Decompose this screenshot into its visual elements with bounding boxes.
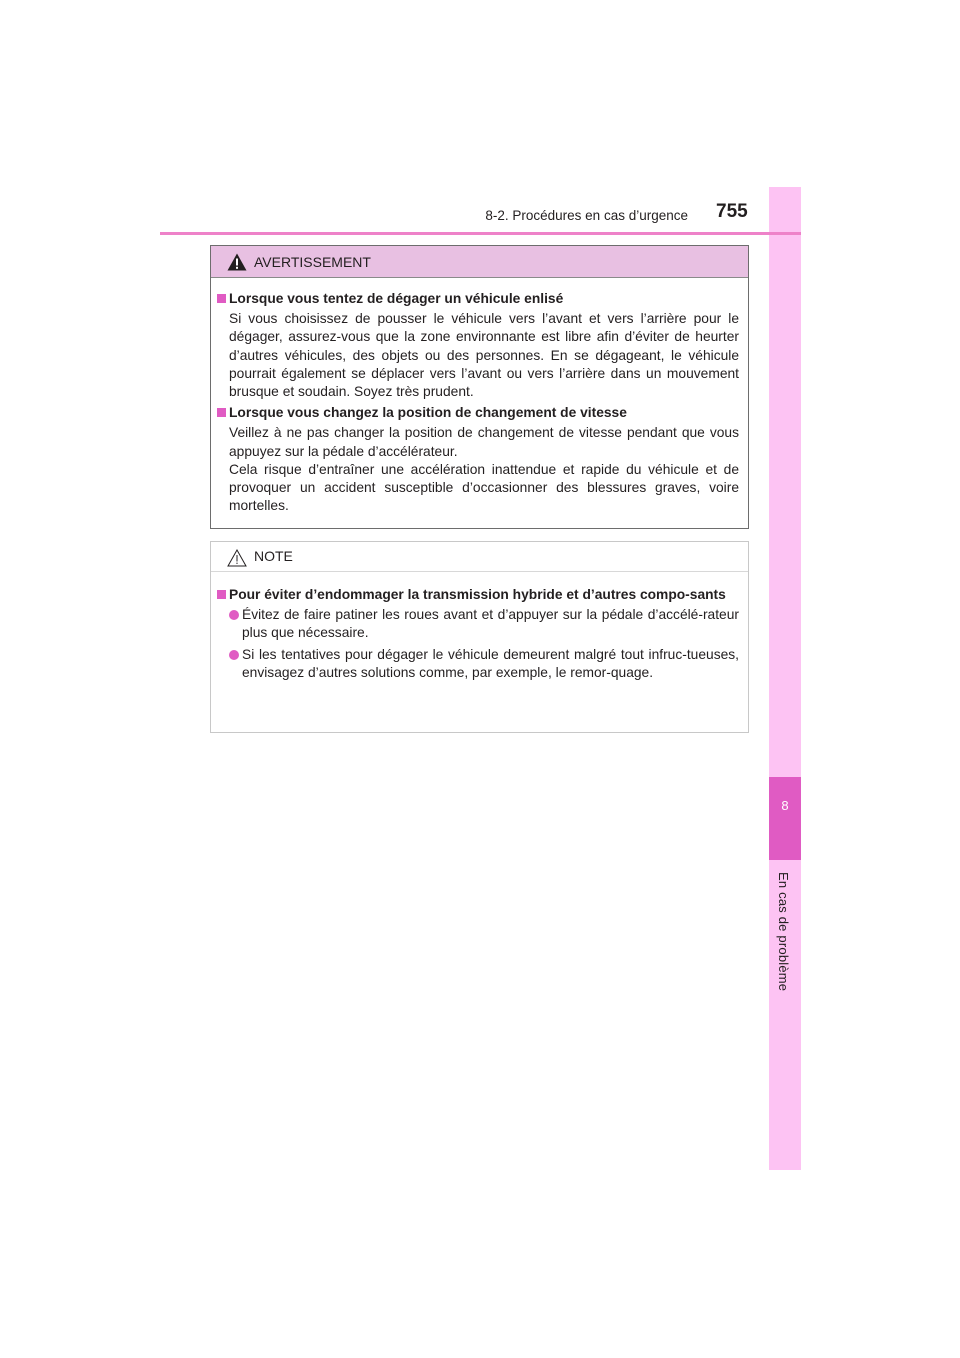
chapter-side-tab (769, 187, 801, 1170)
circle-bullet-icon (229, 650, 239, 660)
warning-paragraph: Veillez à ne pas changer la position de changement de vitesse pendant que vous appuyez sur la pédale d’accélérateur. (229, 425, 739, 459)
note-box (210, 541, 749, 733)
chapter-number-block (769, 777, 801, 860)
header-divider (160, 232, 801, 235)
note-heading: Pour éviter d’endommager la transmission hybride et d’autres compo-sants (218, 586, 739, 604)
square-bullet-icon (217, 590, 226, 599)
circle-bullet-icon (229, 610, 239, 620)
warning-triangle-icon (227, 253, 247, 271)
square-bullet-icon (217, 294, 226, 303)
caution-outline-triangle-icon (227, 549, 247, 567)
warning-item-heading: Lorsque vous tentez de dégager un véhicule enlisé (218, 290, 739, 308)
chapter-number: 8 (781, 798, 789, 813)
warning-title: AVERTISSEMENT (254, 254, 371, 270)
warning-paragraph: Cela risque d’entraîner une accélération inattendue et rapide du véhicule et de provoquer un accident susceptible d’occasionner des blessures graves, voire mortelles. (229, 461, 739, 514)
warning-header (211, 246, 748, 278)
note-bullet-item: Si les tentatives pour dégager le véhicule demeurent malgré tout infruc-tueuses, envisagez d’autres solutions comme, par exemple, le remor-quage. (218, 646, 739, 682)
warning-paragraph: Si vous choisissez de pousser le véhicule vers l’avant et vers l’arrière pour le dégager, assurez-vous que la zone environnante est libre afin d’éviter de heurter d’autres véhicules, des objets ou des personnes. En se dégageant, le véhicule pourrait également se déplacer vers l’avant ou vers l’arrière dans un mouvement brusque et soudain. Soyez très prudent. (229, 311, 739, 400)
page-number: 755 (716, 201, 748, 222)
warning-box (210, 245, 749, 529)
square-bullet-icon (217, 408, 226, 417)
note-bullet-item: Évitez de faire patiner les roues avant et d’appuyer sur la pédale d’accélé-rateur plus que nécessaire. (218, 606, 739, 642)
note-header (211, 542, 748, 572)
note-title: NOTE (254, 548, 293, 564)
chapter-title: En cas de problème (776, 872, 791, 992)
warning-item-heading: Lorsque vous changez la position de changement de vitesse (218, 404, 739, 422)
section-title: 8-2. Procédures en cas d’urgence (485, 208, 688, 223)
